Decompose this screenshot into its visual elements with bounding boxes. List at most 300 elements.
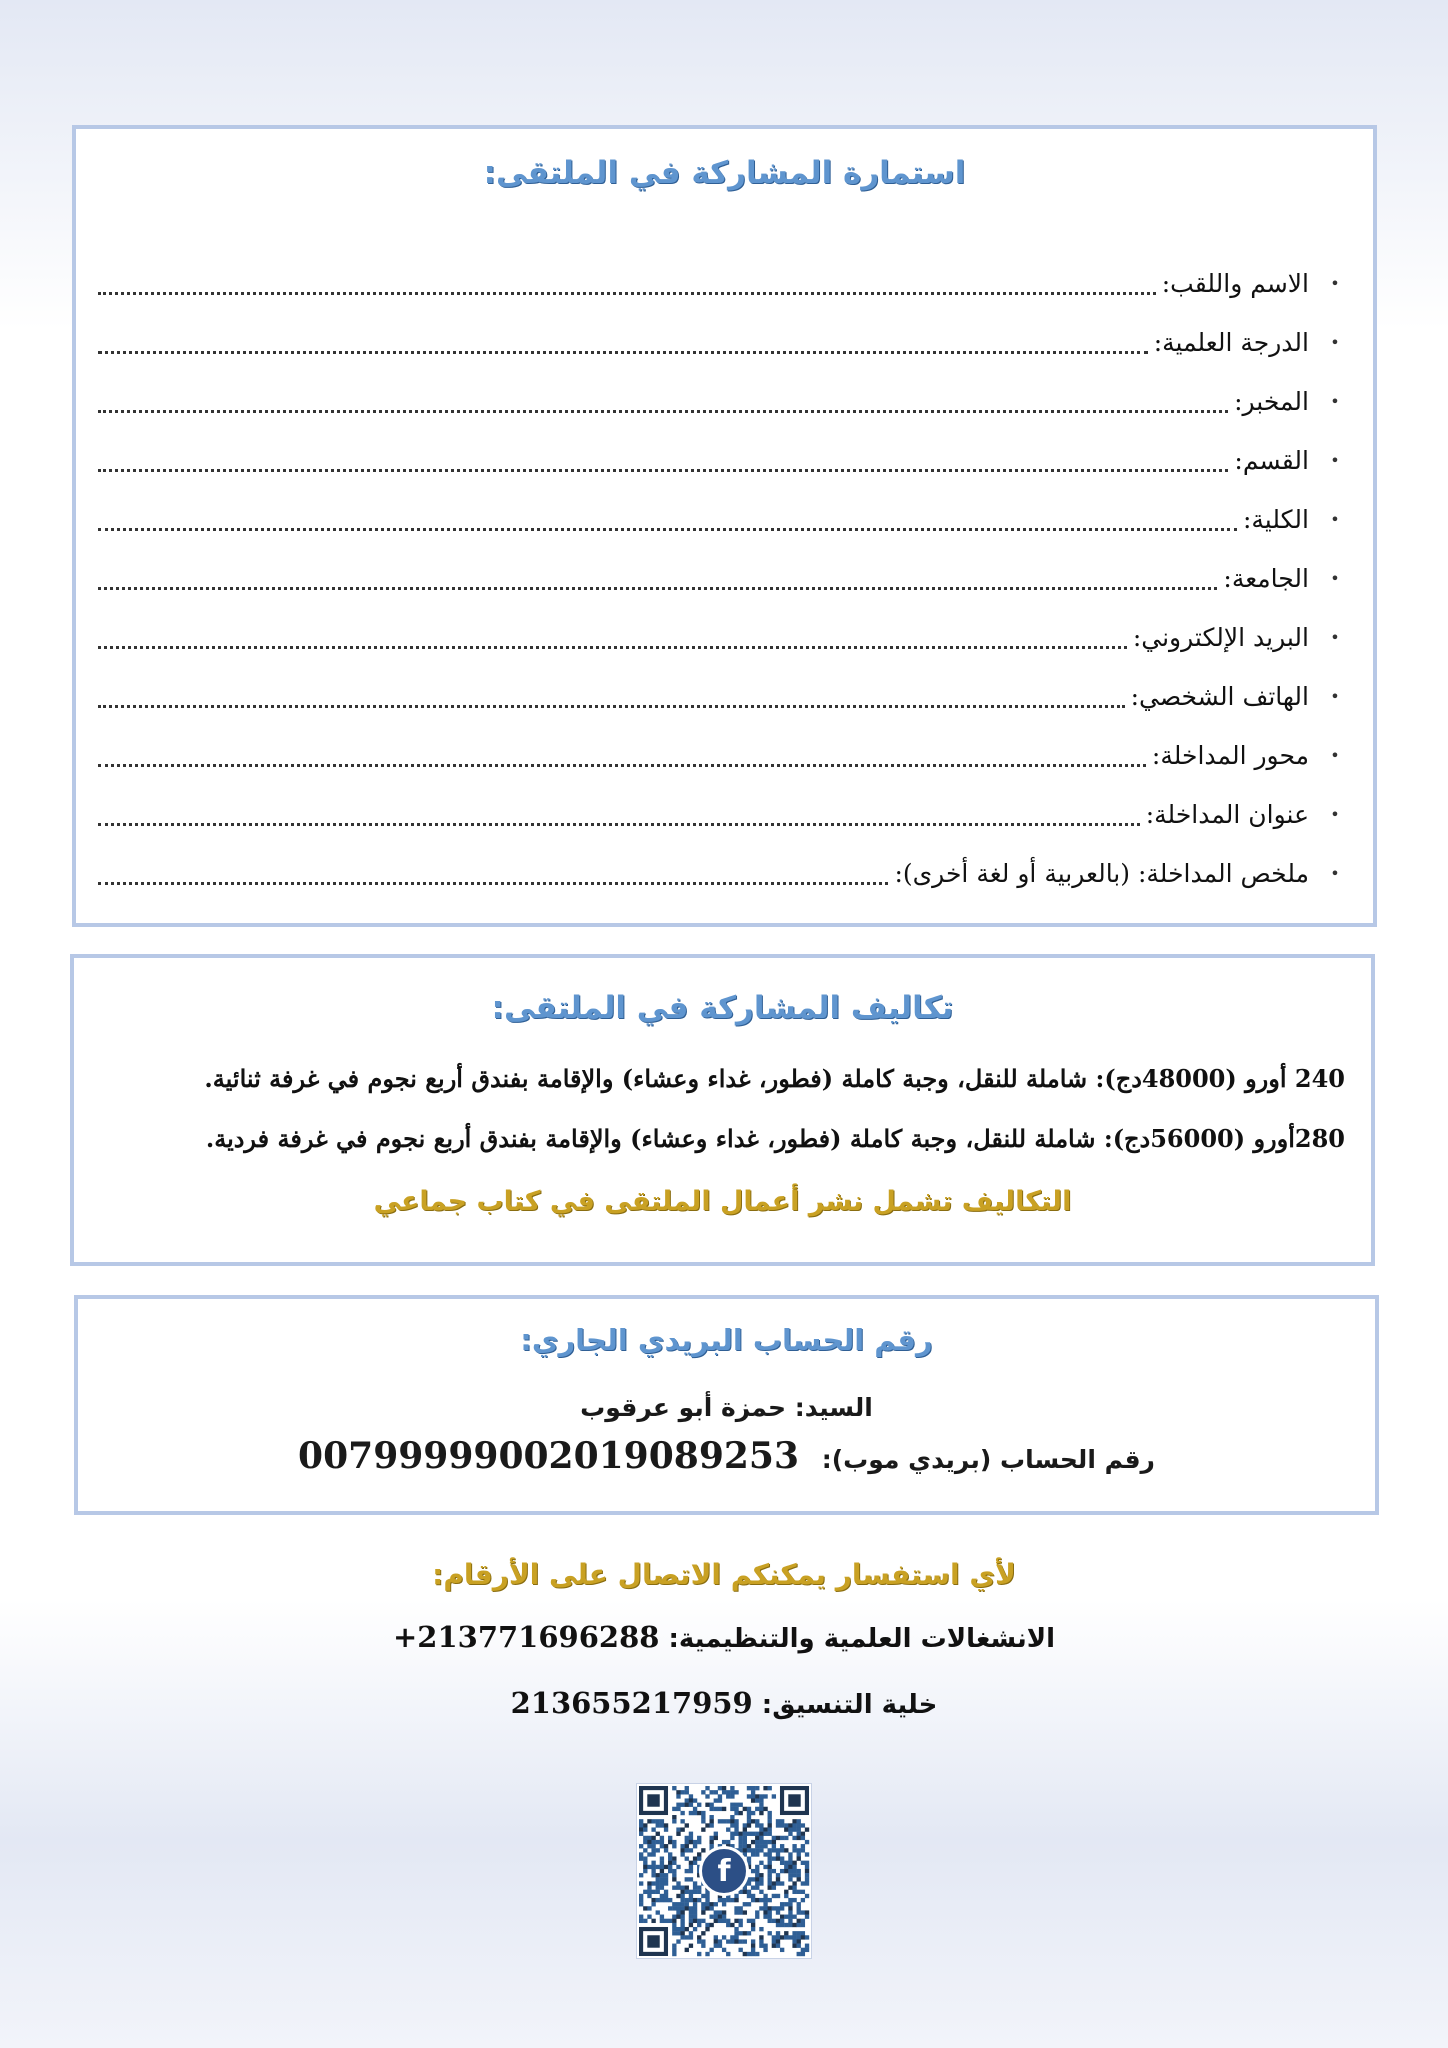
qr-module [755,1844,759,1848]
qr-module [676,1939,680,1943]
qr-module [689,1869,693,1873]
qr-module [647,1840,651,1844]
qr-module [776,1919,780,1923]
qr-module [739,1803,743,1807]
qr-module [739,1906,743,1910]
qr-module [755,1865,759,1869]
qr-module [705,1898,709,1902]
qr-module [797,1823,801,1827]
qr-module [680,1931,684,1935]
field-paper-axis[interactable] [98,733,1353,777]
qr-module [656,1886,660,1890]
qr-module [697,1919,701,1923]
qr-module [709,1836,713,1840]
qr-module [776,1935,780,1939]
qr-module [763,1865,767,1869]
fill-in-line[interactable] [98,406,1228,413]
qr-module [651,1869,655,1873]
qr-module [685,1840,689,1844]
qr-module [647,1836,651,1840]
qr-module [664,1919,668,1923]
qr-module [672,1915,676,1919]
fill-in-line[interactable] [98,524,1237,531]
account-number-row [78,1435,1375,1477]
qr-module [660,1915,664,1919]
qr-module [685,1856,689,1860]
qr-module [776,1894,780,1898]
qr-module [668,1906,672,1910]
qr-module [792,1931,796,1935]
qr-module [780,1848,784,1852]
qr-module [643,1856,647,1860]
qr-module [680,1848,684,1852]
qr-module [714,1902,718,1906]
qr-module [763,1794,767,1798]
qr-module [805,1910,809,1914]
qr-module [755,1786,759,1790]
qr-module [709,1915,713,1919]
qr-module [784,1836,788,1840]
qr-module [763,1786,767,1790]
qr-module [801,1910,805,1914]
qr-module [768,1852,772,1856]
qr-module [776,1944,780,1948]
qr-module [643,1848,647,1852]
qr-module [660,1869,664,1873]
qr-module [772,1944,776,1948]
qr-module [763,1807,767,1811]
qr-module [780,1906,784,1910]
qr-finder-pattern [788,1794,800,1806]
field-full-name[interactable] [98,261,1353,305]
qr-module [759,1827,763,1831]
qr-module [784,1823,788,1827]
qr-module [755,1952,759,1956]
qr-module [689,1811,693,1815]
qr-module [730,1898,734,1902]
qr-module [747,1931,751,1935]
qr-module [680,1898,684,1902]
qr-module [788,1873,792,1877]
qr-module [759,1944,763,1948]
qr-module [743,1844,747,1848]
qr-module [792,1827,796,1831]
qr-module [709,1790,713,1794]
qr-module [730,1923,734,1927]
qr-module [639,1832,643,1836]
qr-module [751,1939,755,1943]
qr-module [776,1939,780,1943]
qr-module [788,1935,792,1939]
qr-module [680,1910,684,1914]
field-paper-title[interactable] [98,792,1353,836]
qr-module [705,1894,709,1898]
qr-module [776,1877,780,1881]
qr-module [705,1927,709,1931]
qr-module [759,1794,763,1798]
qr-module [739,1840,743,1844]
qr-module [784,1848,788,1852]
qr-module [689,1798,693,1802]
qr-module [801,1861,805,1865]
qr-module [801,1952,805,1956]
qr-module [685,1890,689,1894]
contact-scientific-number[interactable]: +213771696288 [392,1620,660,1654]
qr-module [714,1944,718,1948]
qr-module [647,1890,651,1894]
facebook-icon: f [699,1846,749,1896]
qr-module [739,1844,743,1848]
qr-module [689,1906,693,1910]
qr-module [693,1881,697,1885]
qr-module [743,1807,747,1811]
fill-in-line[interactable] [98,701,1125,708]
qr-module [685,1836,689,1840]
qr-module [739,1948,743,1952]
qr-module [709,1923,713,1927]
qr-module [780,1844,784,1848]
qr-module [643,1865,647,1869]
qr-module [722,1786,726,1790]
qr-module [664,1898,668,1902]
qr-module [693,1811,697,1815]
qr-module [730,1807,734,1811]
field-university[interactable] [98,556,1353,600]
qr-module [755,1832,759,1836]
qr-module [668,1861,672,1865]
qr-module [651,1852,655,1856]
qr-module [759,1881,763,1885]
registration-form-box [72,125,1377,927]
qr-module [651,1844,655,1848]
qr-module [805,1852,809,1856]
qr-module [664,1865,668,1869]
qr-module [709,1906,713,1910]
qr-module [755,1848,759,1852]
qr-module [801,1844,805,1848]
qr-module [776,1856,780,1860]
qr-module [651,1861,655,1865]
qr-module [693,1844,697,1848]
qr-module [768,1786,772,1790]
qr-module [651,1819,655,1823]
qr-module [797,1902,801,1906]
qr-module [759,1877,763,1881]
qr-module [672,1886,676,1890]
qr-module [747,1919,751,1923]
qr-module [801,1919,805,1923]
qr-module [739,1939,743,1943]
qr-module [668,1856,672,1860]
fill-in-line[interactable] [98,819,1140,826]
qr-module [693,1915,697,1919]
qr-module [705,1794,709,1798]
field-label: عنوان المداخلة: [1145,799,1309,829]
qr-module [656,1898,660,1902]
qr-module [656,1873,660,1877]
field-phone[interactable] [98,674,1353,718]
qr-module [643,1840,647,1844]
field-faculty[interactable] [98,497,1353,541]
qr-module [734,1823,738,1827]
qr-module [672,1786,676,1790]
qr-module [780,1861,784,1865]
qr-module [680,1890,684,1894]
fill-in-line[interactable] [98,288,1156,295]
qr-module [751,1811,755,1815]
qr-module [660,1836,664,1840]
qr-module [656,1881,660,1885]
qr-module [651,1898,655,1902]
qr-module [672,1944,676,1948]
qr-module [726,1827,730,1831]
qr-module [805,1915,809,1919]
qr-module [722,1807,726,1811]
qr-module [776,1852,780,1856]
qr-module [701,1827,705,1831]
qr-module [780,1869,784,1873]
account-title: رقم الحساب البريدي الجاري: [520,1323,933,1357]
qr-module [743,1848,747,1852]
qr-module [705,1803,709,1807]
fill-in-line[interactable] [98,347,1148,354]
qr-module [755,1852,759,1856]
qr-module [788,1856,792,1860]
qr-module [788,1823,792,1827]
qr-module [784,1931,788,1935]
qr-module [788,1910,792,1914]
qr-module [759,1840,763,1844]
qr-module [747,1786,751,1790]
qr-module [768,1827,772,1831]
field-label: الاسم واللقب: [1161,268,1309,298]
qr-module [734,1927,738,1931]
account-holder: السيد: حمزة أبو عرقوب [580,1393,873,1422]
qr-module [805,1865,809,1869]
qr-module [801,1823,805,1827]
qr-module [722,1935,726,1939]
qr-module [784,1865,788,1869]
bullet-icon: • [1330,391,1340,411]
qr-module [651,1836,655,1840]
qr-module [701,1894,705,1898]
field-department[interactable] [98,438,1353,482]
qr-module [788,1877,792,1881]
qr-module [776,1823,780,1827]
qr-module [788,1827,792,1831]
qr-module [788,1886,792,1890]
field-laboratory[interactable] [98,379,1353,423]
qr-module [639,1823,643,1827]
qr-module [805,1869,809,1873]
qr-module [697,1952,701,1956]
qr-module [792,1923,796,1927]
bullet-icon: • [1330,863,1340,883]
qr-module [685,1786,689,1790]
fill-in-line[interactable] [98,760,1146,767]
qr-module [714,1836,718,1840]
qr-module [792,1873,796,1877]
qr-module [768,1910,772,1914]
qr-module [772,1881,776,1885]
fill-in-line[interactable] [98,583,1217,590]
field-label: الهاتف الشخصي: [1130,681,1309,711]
qr-module [672,1948,676,1952]
qr-module [759,1803,763,1807]
bullet-icon: • [1330,273,1340,293]
qr-module [755,1823,759,1827]
qr-module [797,1836,801,1840]
qr-module [755,1798,759,1802]
qr-module [768,1869,772,1873]
qr-module [768,1856,772,1860]
qr-module [726,1919,730,1923]
qr-module [747,1823,751,1827]
qr-module [701,1902,705,1906]
qr-module [751,1886,755,1890]
qr-module [643,1869,647,1873]
qr-module [689,1890,693,1894]
qr-module [763,1948,767,1952]
qr-module [772,1848,776,1852]
qr-module [759,1848,763,1852]
field-label: القسم: [1234,445,1309,475]
qr-module [656,1819,660,1823]
qr-module [743,1902,747,1906]
qr-module [718,1786,722,1790]
field-academic-degree[interactable] [98,320,1353,364]
qr-module [755,1910,759,1914]
contact-coordination [0,1686,1448,1720]
qr-module [755,1877,759,1881]
qr-module [788,1861,792,1865]
qr-module [784,1827,788,1831]
qr-module [751,1852,755,1856]
qr-module [672,1931,676,1935]
qr-module [751,1894,755,1898]
qr-module [763,1840,767,1844]
qr-module [693,1861,697,1865]
fill-in-line[interactable] [98,642,1127,649]
qr-module [709,1807,713,1811]
qr-code[interactable] [636,1783,812,1959]
qr-module [772,1836,776,1840]
qr-module [647,1852,651,1856]
qr-module [664,1823,668,1827]
qr-module [689,1919,693,1923]
qr-module [643,1827,647,1831]
qr-module [664,1848,668,1852]
qr-module [676,1894,680,1898]
qr-module [639,1902,643,1906]
field-email[interactable] [98,615,1353,659]
qr-module [651,1881,655,1885]
qr-module [747,1807,751,1811]
qr-module [730,1815,734,1819]
qr-module [743,1840,747,1844]
qr-module [759,1890,763,1894]
qr-module [747,1894,751,1898]
qr-module [734,1906,738,1910]
fill-in-line[interactable] [98,878,888,885]
qr-module [709,1902,713,1906]
contact-coordination-number[interactable]: 213655217959 [510,1686,753,1720]
qr-module [639,1856,643,1860]
field-label: البريد الإلكتروني: [1132,622,1309,652]
qr-module [676,1794,680,1798]
qr-module [714,1915,718,1919]
qr-module [680,1844,684,1848]
qr-module [676,1931,680,1935]
qr-module [639,1852,643,1856]
qr-module [797,1935,801,1939]
qr-module [676,1881,680,1885]
qr-module [689,1832,693,1836]
qr-module [780,1836,784,1840]
qr-module [651,1919,655,1923]
qr-module [718,1919,722,1923]
qr-module [780,1923,784,1927]
qr-module [768,1877,772,1881]
qr-module [680,1927,684,1931]
qr-module [664,1827,668,1831]
qr-module [718,1807,722,1811]
qr-module [763,1906,767,1910]
qr-module [751,1927,755,1931]
qr-module [697,1803,701,1807]
qr-module [772,1856,776,1860]
qr-module [660,1856,664,1860]
field-paper-abstract[interactable] [98,851,1353,895]
qr-module [784,1915,788,1919]
qr-module [680,1790,684,1794]
qr-module [792,1915,796,1919]
qr-module [639,1873,643,1877]
qr-module [676,1803,680,1807]
qr-module [743,1890,747,1894]
costs-title: تكاليف المشاركة في الملتقى: [491,990,954,1026]
qr-module [759,1935,763,1939]
fill-in-line[interactable] [98,465,1228,472]
qr-module [739,1919,743,1923]
qr-module [805,1877,809,1881]
qr-module [705,1923,709,1927]
qr-module [639,1898,643,1902]
qr-module [797,1944,801,1948]
qr-module [763,1844,767,1848]
qr-module [714,1832,718,1836]
qr-module [639,1881,643,1885]
qr-module [660,1919,664,1923]
qr-module [759,1939,763,1943]
qr-module [801,1832,805,1836]
qr-module [693,1856,697,1860]
qr-module [685,1886,689,1890]
qr-module [751,1877,755,1881]
qr-module [660,1865,664,1869]
qr-module [685,1877,689,1881]
qr-module [759,1798,763,1802]
qr-module [747,1811,751,1815]
qr-module [672,1927,676,1931]
qr-module [660,1861,664,1865]
qr-module [718,1898,722,1902]
qr-module [676,1807,680,1811]
qr-module [660,1894,664,1898]
qr-module [747,1815,751,1819]
qr-module [755,1915,759,1919]
qr-module [797,1848,801,1852]
